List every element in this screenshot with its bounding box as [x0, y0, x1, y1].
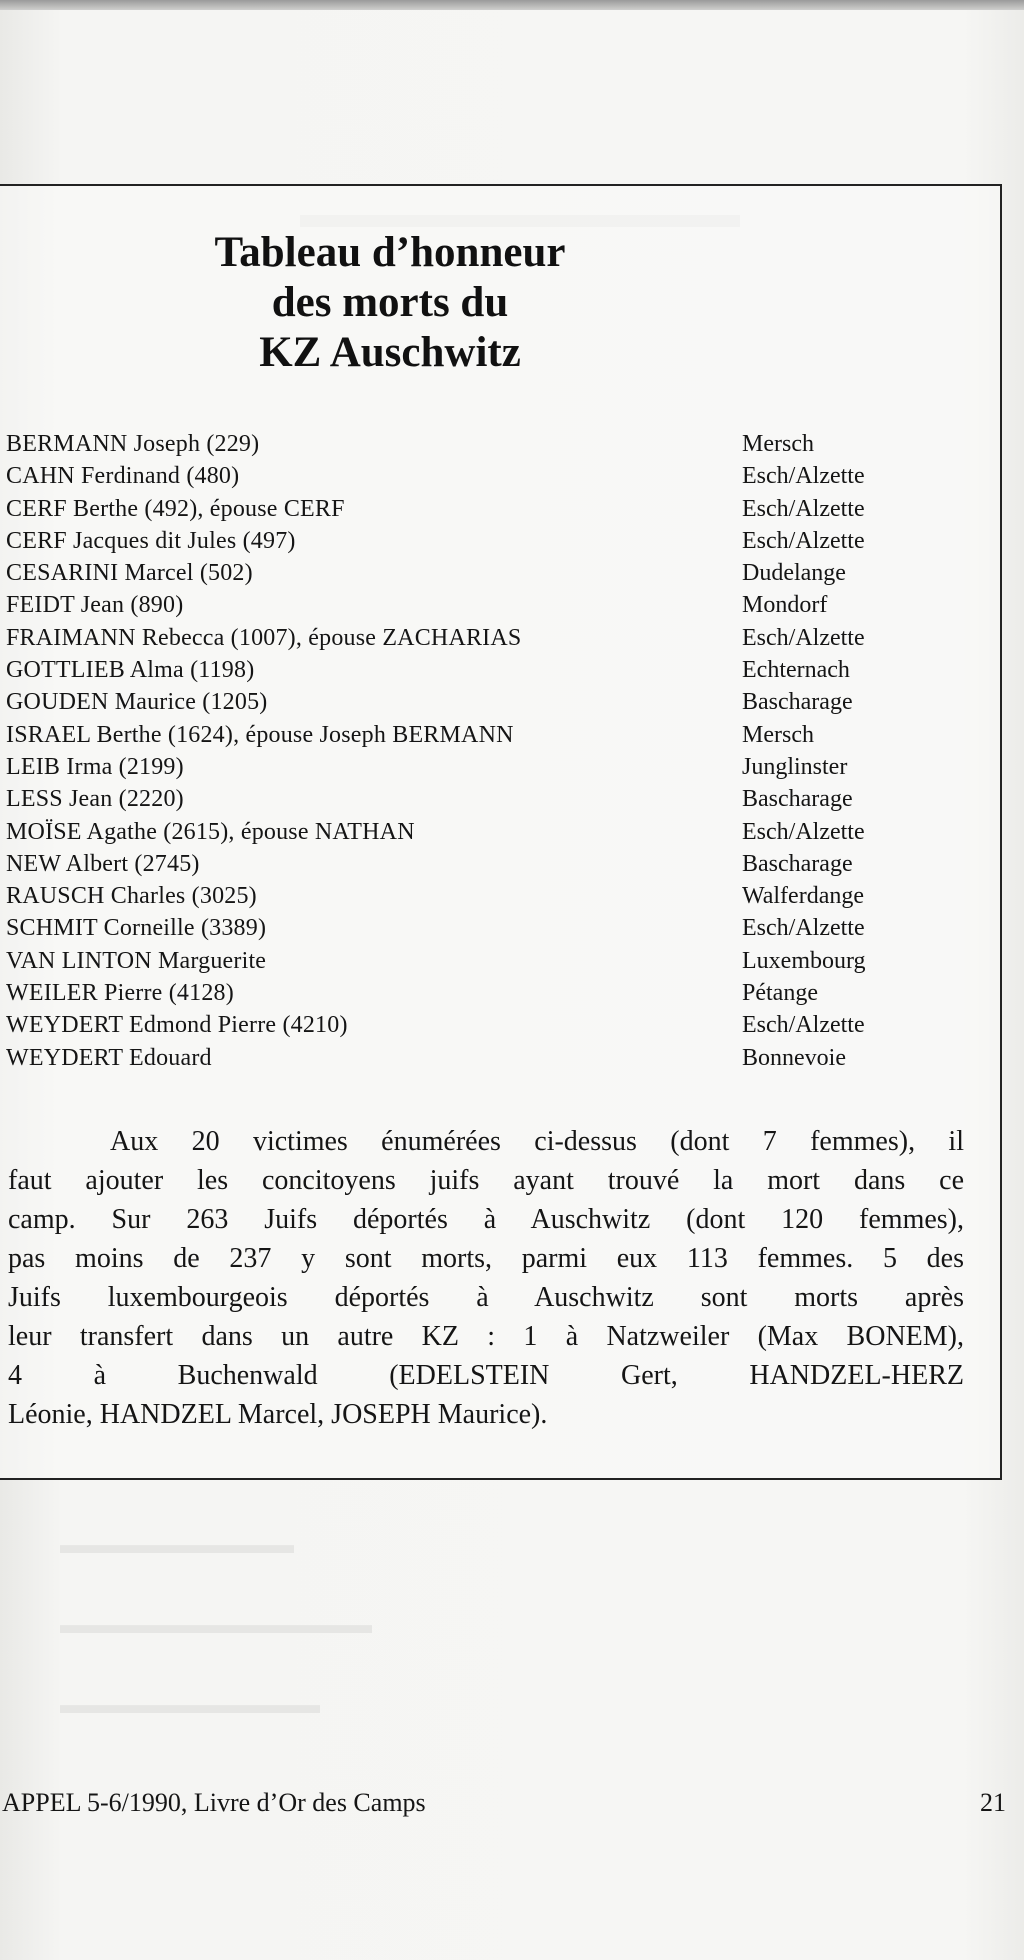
victim-place: Esch/Alzette: [742, 463, 865, 490]
victim-entry: [0, 751, 990, 783]
victim-place: Mondorf: [742, 592, 828, 619]
victim-entry: [0, 686, 990, 718]
victim-place: Luxembourg: [742, 947, 866, 974]
title-line-2: des morts du: [271, 279, 509, 326]
victim-name: CERF Berthe (492), épouse CERF: [6, 495, 345, 522]
victim-entry: [0, 848, 990, 880]
victim-name: MOÏSE Agathe (2615), épouse NATHAN: [6, 818, 415, 845]
victim-entry: [0, 880, 990, 912]
victim-place: Pétange: [742, 980, 818, 1007]
paragraph-line: Léonie, HANDZEL Marcel, JOSEPH Maurice).: [8, 1399, 548, 1430]
summary-paragraph: [8, 1122, 964, 1434]
victim-name: LESS Jean (2220): [6, 786, 184, 813]
victim-entry: [0, 589, 990, 621]
victim-entry: [0, 654, 990, 686]
victim-name: WEILER Pierre (4128): [6, 980, 234, 1007]
victim-place: Bascharage: [742, 689, 853, 716]
victim-entry: [0, 493, 990, 525]
victim-place: Bascharage: [742, 850, 853, 877]
page-title: [0, 228, 780, 378]
title-line-1: Tableau d’honneur: [214, 229, 566, 276]
victim-entry: [0, 428, 990, 460]
title-line-3: KZ Auschwitz: [259, 329, 521, 376]
victim-place: Mersch: [742, 431, 814, 457]
victim-name: BERMANN Joseph (229): [6, 431, 260, 457]
victim-entry: [0, 622, 990, 654]
victim-place: Junglinster: [742, 753, 848, 780]
victim-name: SCHMIT Corneille (3389): [6, 915, 267, 942]
victim-entry: [0, 945, 990, 977]
victim-place: Esch/Alzette: [742, 915, 865, 942]
paragraph-line: camp. Sur 263 Juifs déportés à Auschwitz (dont 120 femmes),: [8, 1204, 964, 1235]
victim-name: NEW Albert (2745): [6, 850, 200, 877]
scan-top-edge: [0, 0, 1024, 10]
victim-entry: [0, 557, 990, 589]
victim-name: VAN LINTON Marguerite: [6, 947, 267, 974]
victim-entry: [0, 1009, 990, 1041]
victim-place: Esch/Alzette: [742, 624, 865, 651]
victim-place: Esch/Alzette: [742, 527, 865, 554]
victim-name: GOUDEN Maurice (1205): [6, 689, 268, 716]
victim-entry: [0, 1042, 990, 1074]
victim-name: LEIB Irma (2199): [6, 753, 184, 780]
victim-name: GOTTLIEB Alma (1198): [6, 657, 255, 684]
victim-name: FEIDT Jean (890): [6, 592, 184, 619]
victim-entry: [0, 460, 990, 492]
victim-name: CAHN Ferdinand (480): [6, 463, 240, 490]
victim-place: Esch/Alzette: [742, 1012, 865, 1039]
footer-source: APPEL 5-6/1990, Livre d’Or des Camps: [2, 1788, 426, 1817]
paragraph-line: leur transfert dans un autre KZ : 1 à Natzweiler (Max BONEM),: [8, 1321, 964, 1352]
victim-place: Esch/Alzette: [742, 818, 865, 845]
victim-name: WEYDERT Edmond Pierre (4210): [6, 1012, 348, 1039]
paragraph-line: pas moins de 237 y sont morts, parmi eux 113 femmes. 5 des: [8, 1243, 964, 1274]
paragraph-line: Aux 20 victimes énumérées ci-dessus (dont 7 femmes), il: [110, 1126, 964, 1157]
victim-entry: [0, 816, 990, 848]
victim-name: CESARINI Marcel (502): [6, 560, 253, 587]
victim-name: WEYDERT Edouard: [6, 1044, 212, 1071]
victim-name: FRAIMANN Rebecca (1007), épouse ZACHARIAS: [6, 624, 522, 651]
victim-entry: [0, 977, 990, 1009]
victim-place: Esch/Alzette: [742, 495, 865, 522]
victim-entry: [0, 525, 990, 557]
victim-list: [0, 428, 990, 1074]
victim-place: Bascharage: [742, 786, 853, 813]
victim-place: Walferdange: [742, 883, 864, 910]
victim-place: Echternach: [742, 657, 850, 684]
paragraph-line: Juifs luxembourgeois déportés à Auschwitz sont morts après: [8, 1282, 964, 1313]
victim-place: Dudelange: [742, 560, 846, 587]
victim-name: CERF Jacques dit Jules (497): [6, 527, 296, 554]
victim-place: Mersch: [742, 721, 814, 748]
victim-place: Bonnevoie: [742, 1044, 846, 1071]
paragraph-line: 4 à Buchenwald (EDELSTEIN Gert, HANDZEL-HERZ: [8, 1360, 964, 1391]
victim-entry: [0, 912, 990, 944]
page-number: 21: [980, 1788, 1006, 1817]
victim-entry: [0, 783, 990, 815]
victim-name: ISRAEL Berthe (1624), épouse Joseph BERMANN: [6, 721, 514, 748]
victim-name: RAUSCH Charles (3025): [6, 883, 257, 910]
victim-entry: [0, 719, 990, 751]
paragraph-line: faut ajouter les concitoyens juifs ayant trouvé la mort dans ce: [8, 1165, 964, 1196]
